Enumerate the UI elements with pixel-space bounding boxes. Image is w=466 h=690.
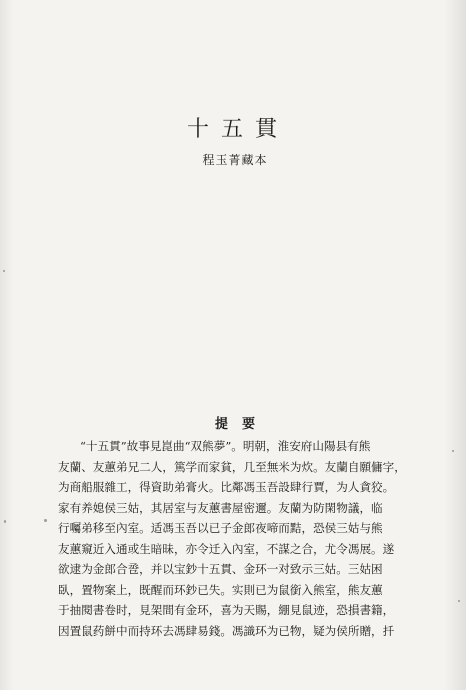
body-paragraph: [58, 436, 432, 641]
body-line: 友蕙窺近入通或生暗昧，亦令迁入內室，不謀之合，尤令馮展。遂: [58, 541, 395, 556]
body-line: 为商船服雜工，得資助弟膏火。比鄰馮玉吾設肆行賈，为人貪狡。: [58, 480, 395, 494]
page-title: 十五貫: [186, 117, 289, 142]
scan-speck: [458, 600, 460, 602]
body-line: 行囑弟移至內室。适馮玉吾以已子金郎夜啼而黠，恐侯三姑与熊: [58, 521, 383, 535]
scan-speck: [452, 450, 454, 452]
body-line: “十五貫”故事見崑曲“双熊夢”。明朝，淮安府山陽县有熊: [80, 439, 371, 453]
body-line: 家有养媳侯三姑，其居室与友蕙書屋密邇。友蘭为防閑物議，临: [58, 500, 383, 515]
page-subtitle: 程玉菁藏本: [202, 153, 268, 167]
body-line: 友蘭、友蕙弟兄二人，篤学而家貧，几至無米为炊。友蘭自願傭字，: [58, 459, 406, 474]
section-heading: 提要: [214, 417, 269, 432]
scan-speck: [44, 519, 47, 522]
body-line: 欲逮为金郎合卺，并以宝鈔十五貫、金环一对致示三姑。三姑困: [58, 562, 383, 576]
scan-shadow-left: [0, 0, 14, 690]
scan-speck: [3, 270, 5, 272]
body-line: 因置鼠药餅中而持环去馮肆易錢。馮識环为已物，疑为侯所贈，扦: [58, 623, 395, 638]
scan-shadow-right: [444, 0, 466, 690]
scan-speck: [4, 520, 6, 523]
body-line: 于抽閱書卷时，見架間有金环，喜为天賜，綳見鼠迹，恐損書籍，: [58, 603, 395, 617]
body-line: 臥，置物案上，既醒而环鈔已失。实則已为鼠銜入熊室，熊友蕙: [58, 582, 383, 597]
